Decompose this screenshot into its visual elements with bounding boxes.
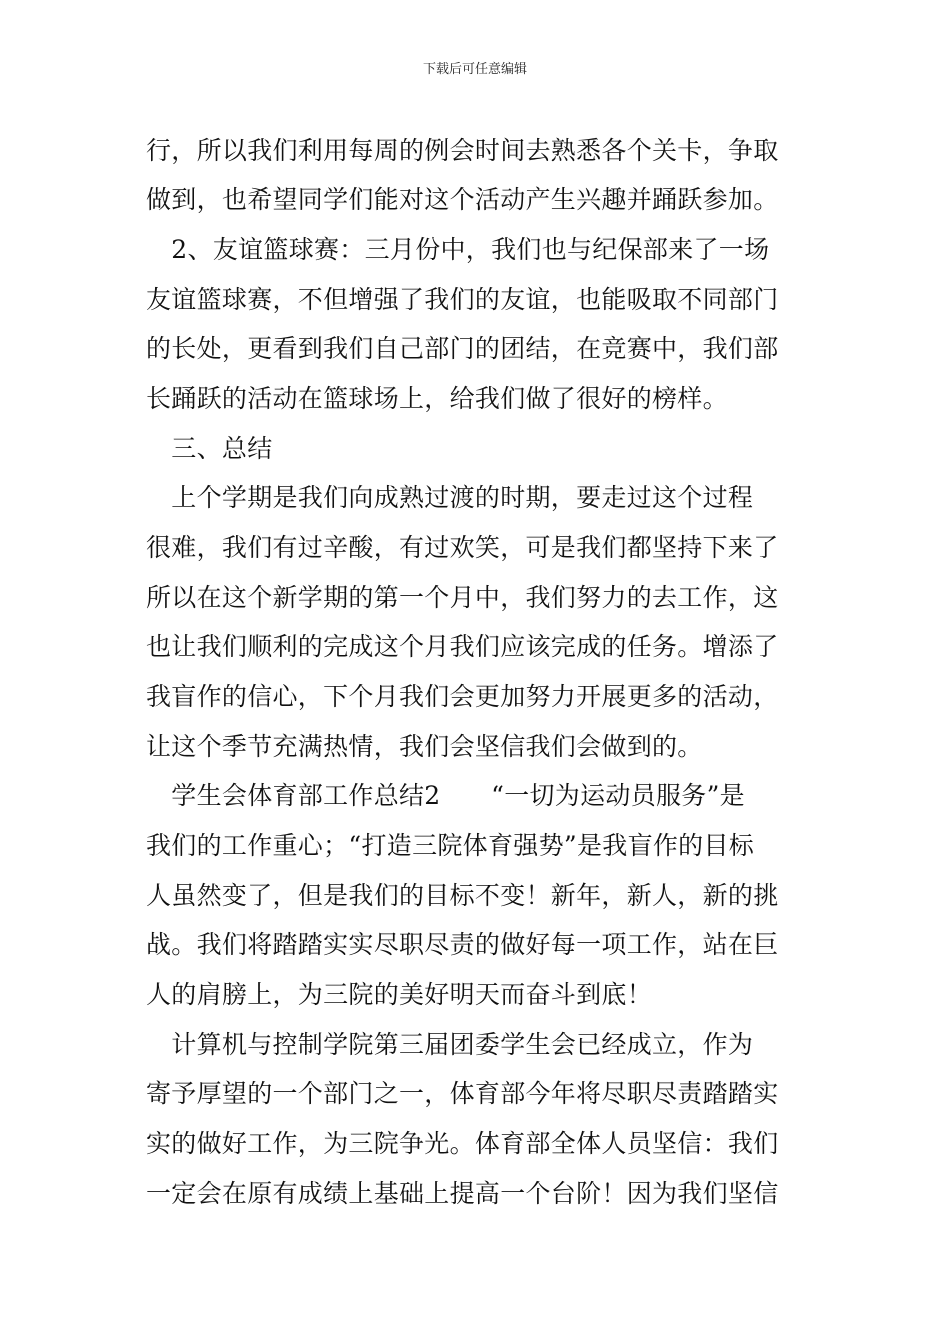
text-line: 做到，也希望同学们能对这个活动产生兴趣并踊跃参加。 — [146, 185, 779, 214]
text-line: 的长处，更看到我们自己部门的团结，在竞赛中，我们部 — [146, 334, 779, 363]
text-line: 友谊篮球赛，不但增强了我们的友谊，也能吸取不同部门 — [146, 285, 779, 314]
text-line: 行，所以我们利用每周的例会时间去熟悉各个关卡，争取 — [146, 136, 779, 165]
text-line: 人的肩膀上，为三院的美好明天而奋斗到底！ — [146, 980, 653, 1009]
text-line: 计算机与控制学院第三届团委学生会已经成立，作为 — [146, 1030, 754, 1059]
text-line: 战。我们将踏踏实实尽职尽责的做好每一项工作，站在巨 — [146, 930, 779, 959]
text-line: 长踊跃的活动在篮球场上，给我们做了很好的榜样。 — [146, 384, 728, 413]
section-heading: 三、总结 — [146, 434, 273, 463]
text-line: 2、友谊篮球赛：三月份中，我们也与纪保部来了一场 — [146, 235, 770, 264]
text-line: 所以在这个新学期的第一个月中，我们努力的去工作，这 — [146, 583, 779, 612]
text-line: 让这个季节充满热情，我们会坚信我们会做到的。 — [146, 732, 703, 761]
text-line: 人虽然变了，但是我们的目标不变！新年，新人，新的挑 — [146, 881, 779, 910]
text-line: 实的做好工作，为三院争光。体育部全体人员坚信：我们 — [146, 1129, 779, 1158]
text-line: 很难，我们有过辛酸，有过欢笑，可是我们都坚持下来了 — [146, 533, 779, 562]
text-line: 我们的工作重心；“打造三院体育强势”是我盲作的目标 — [146, 831, 755, 860]
page-header: 下载后可任意编辑 — [422, 62, 527, 77]
text-line: 寄予厚望的一个部门之一，体育部今年将尽职尽责踏踏实 — [146, 1079, 779, 1108]
text-line: 我盲作的信心，下个月我们会更加努力开展更多的活动， — [146, 682, 779, 711]
text-line: 也让我们顺利的完成这个月我们应该完成的任务。增添了 — [146, 632, 779, 661]
text-line: 一定会在原有成绩上基础上提高一个台阶！因为我们坚信 — [146, 1179, 779, 1208]
text-line: 上个学期是我们向成熟过渡的时期，要走过这个过程 — [146, 483, 754, 512]
text-line: 学生会体育部工作总结2 “一切为运动员服务”是 — [146, 781, 745, 810]
